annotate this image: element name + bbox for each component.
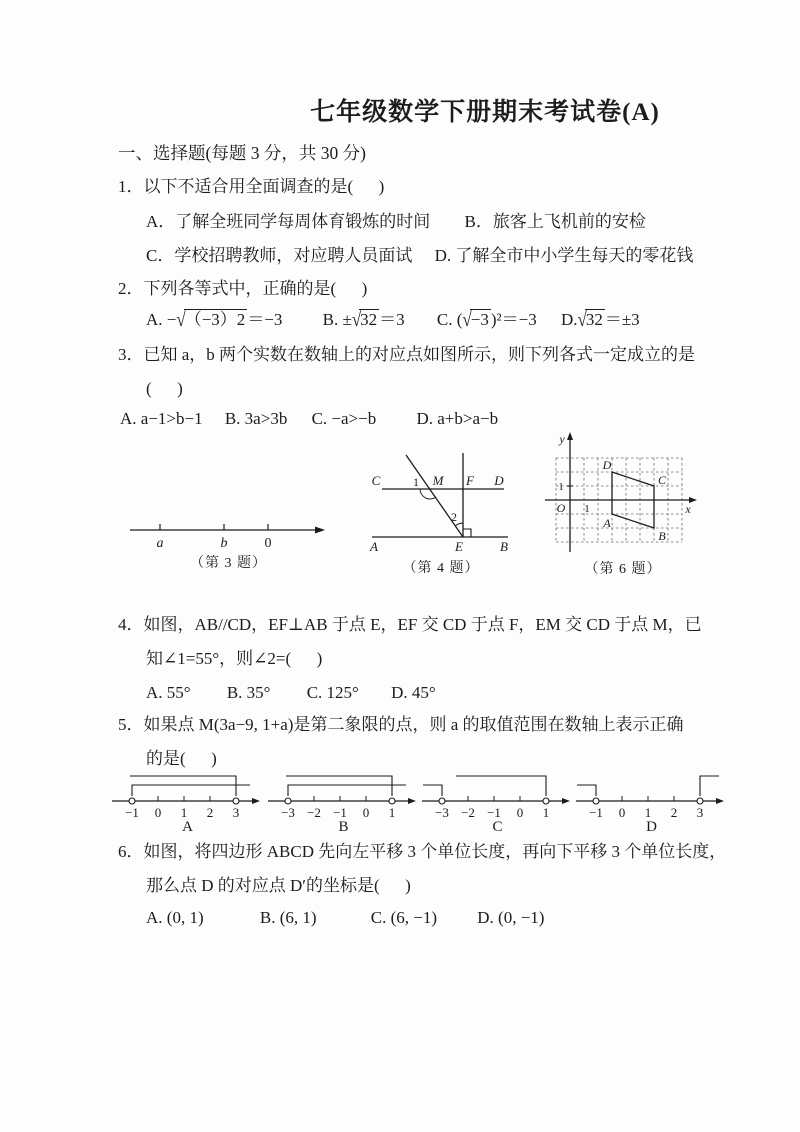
label-B: B	[658, 529, 666, 543]
q5-option-a-label: A	[182, 819, 193, 835]
q5-option-b-label: B	[338, 819, 349, 835]
open-circle-right	[233, 798, 239, 804]
q2-option-d-suffix: ＝±3	[604, 310, 640, 329]
q5-numberline-d	[574, 765, 729, 821]
label-C: C	[371, 473, 381, 488]
q6-option-c: C. (6, −1)	[370, 908, 438, 927]
tick-label: −3	[281, 805, 295, 820]
tick-label: 1	[644, 805, 652, 820]
q3-option-d: D. a+b>a−b	[416, 409, 499, 428]
label-b: b	[220, 536, 228, 550]
q2-option-b-suffix: ＝3	[379, 310, 405, 329]
q3-option-b: B. 3a>3b	[224, 409, 288, 428]
upper-bound-bracket	[130, 776, 236, 796]
tick-label: −1	[125, 805, 139, 820]
axis-arrowhead	[408, 798, 416, 804]
label-A: A	[370, 539, 378, 554]
axis-arrowhead	[252, 798, 260, 804]
q6-option-d: D. (0, −1)	[477, 908, 545, 927]
label-angle2: 2	[451, 510, 457, 524]
q6-figure-caption: （第 6 题）	[584, 562, 662, 577]
q4-geometry-figure	[366, 441, 516, 555]
tick-label: −2	[307, 805, 321, 820]
q3-stem: 3．已知 a，b 两个实数在数轴上的对应点如图所示，则下列各式一定成立的是	[118, 345, 696, 364]
left-ray-bracket	[423, 785, 442, 796]
q4-option-a: A. 55°	[146, 683, 191, 702]
label-C: C	[657, 473, 667, 487]
q6-figure	[543, 428, 703, 578]
tick-label: 0	[154, 805, 162, 820]
q1-option-d: D. 了解全市中小学生每天的零花钱	[434, 246, 694, 265]
label-zero: 0	[264, 536, 272, 550]
q2-option-a-prefix: A. −	[146, 310, 177, 329]
q6-stem-line1: 6．如图，将四边形 ABCD 先向左平移 3 个单位长度，再向下平移 3 个单位长度，	[118, 842, 727, 861]
tick-label: 3	[232, 805, 240, 820]
q5-numberline-a	[110, 765, 265, 821]
tick-label: 1	[388, 805, 396, 820]
q2-option-c-prefix: C. (	[436, 310, 463, 329]
q1-option-c: C．学校招聘教师，对应聘人员面试	[146, 246, 413, 265]
q3-figure	[126, 502, 331, 572]
tick-label: 0	[516, 805, 524, 820]
label-y-1: 1	[558, 481, 564, 493]
right-ray-bracket	[700, 776, 719, 796]
q5-option-c-figure	[420, 765, 575, 836]
q5-numberline-b	[266, 765, 421, 821]
y-axis-arrowhead	[567, 432, 573, 440]
q2-option-b-prefix: B. ±	[322, 310, 352, 329]
q3-number-line	[126, 502, 331, 550]
label-D: D	[494, 473, 504, 488]
q6-option-b: B. (6, 1)	[259, 908, 317, 927]
q4-stem-line2: 知∠1=55°，则∠2=( )	[146, 649, 323, 668]
label-angle1: 1	[413, 475, 419, 489]
tick-label: 3	[696, 805, 704, 820]
sqrt-sign: √	[351, 308, 362, 331]
q3-stem-blank: ( )	[146, 379, 183, 398]
q5-stem-line1: 5．如果点 M(3a−9, 1+a)是第二象限的点，则 a 的取值范围在数轴上表示正确	[118, 715, 684, 734]
tick-label: 2	[670, 805, 678, 820]
tick-label: −1	[589, 805, 603, 820]
open-circle-left	[439, 798, 445, 804]
tick-label: 0	[362, 805, 370, 820]
tick-label: 2	[206, 805, 214, 820]
q3-option-a: A. a−1>b−1	[120, 409, 203, 428]
q2-option-c-suffix: )²＝−3	[490, 310, 537, 329]
q5-option-a-figure	[110, 765, 265, 836]
label-x-1: 1	[584, 503, 590, 515]
q5-option-d-figure	[574, 765, 729, 836]
q2-option-c	[437, 309, 537, 330]
right-angle-mark	[463, 529, 471, 537]
lower-bound-bracket	[288, 785, 406, 796]
q2-stem: 2．下列各等式中，正确的是( )	[118, 279, 368, 298]
label-D: D	[602, 458, 612, 472]
label-x-axis: x	[685, 502, 691, 516]
label-M: M	[432, 473, 444, 488]
sqrt-sign: √	[577, 308, 587, 331]
q1-options-row2	[146, 245, 693, 266]
label-origin: O	[556, 501, 566, 515]
label-a: a	[156, 536, 164, 550]
q2-options-row	[146, 309, 640, 330]
q2-option-b-radicand: 32	[360, 310, 378, 329]
page-title: 七年级数学下册期末考试卷(A)	[310, 99, 660, 126]
q5-option-c-label: C	[492, 819, 503, 835]
open-circle-left	[593, 798, 599, 804]
q6-options-row	[146, 907, 544, 928]
section-header: 一、选择题(每题 3 分，共 30 分)	[118, 143, 366, 163]
axis-arrowhead	[562, 798, 570, 804]
tick-label: −1	[487, 805, 501, 820]
label-y-axis: y	[559, 432, 565, 446]
label-F: F	[466, 473, 474, 488]
q1-options-row1	[146, 211, 646, 232]
axis-arrowhead	[716, 798, 724, 804]
q3-figure-caption: （第 3 题）	[190, 556, 267, 571]
q2-option-d-radicand: 32	[585, 310, 603, 329]
q5-option-d-label: D	[646, 819, 657, 835]
upper-bound-bracket	[456, 776, 546, 796]
tick-label: 1	[542, 805, 550, 820]
q4-options-row	[146, 682, 436, 703]
lower-bound-bracket	[132, 785, 250, 796]
q6-grid-figure	[543, 428, 703, 556]
q3-options-row	[120, 408, 498, 429]
open-circle-right	[543, 798, 549, 804]
q4-figure-caption: （第 4 题）	[402, 561, 480, 576]
q1-stem: 1．以下不适合用全面调查的是( )	[118, 177, 385, 196]
q2-option-a-radicand: （−3）2	[184, 310, 246, 329]
q3-option-c: C. −a>−b	[311, 409, 377, 428]
q2-option-b	[323, 309, 405, 330]
sqrt-sign: √	[176, 308, 186, 331]
open-circle-right	[697, 798, 703, 804]
q4-figure	[366, 441, 516, 577]
open-circle-right	[389, 798, 395, 804]
q2-option-d-prefix: D.	[560, 310, 578, 329]
q4-stem-line1: 4．如图，AB//CD，EF⊥AB 于点 E，EF 交 CD 于点 F，EM 交 CD 于点 M，已	[118, 615, 702, 634]
q1-option-b: B．旅客上飞机前的安检	[464, 212, 646, 231]
tick-label: 0	[618, 805, 626, 820]
q5-stem-line2: 的是( )	[146, 749, 217, 768]
q2-option-a-suffix: ＝−3	[247, 310, 283, 329]
open-circle-left	[285, 798, 291, 804]
q1-option-a: A．了解全班同学每周体育锻炼的时间	[146, 212, 431, 231]
q6-stem-line2: 那么点 D 的对应点 D′的坐标是( )	[146, 876, 411, 895]
tick-label: −2	[461, 805, 475, 820]
label-E: E	[455, 539, 463, 554]
axis-arrowhead	[315, 527, 325, 534]
open-circle-left	[129, 798, 135, 804]
q2-option-c-radicand: −3	[470, 310, 489, 329]
q4-option-d: D. 45°	[391, 683, 436, 702]
label-A: A	[603, 516, 611, 530]
q2-option-a	[146, 309, 282, 330]
upper-bound-bracket	[286, 776, 392, 796]
q2-option-d	[561, 309, 640, 330]
q4-option-b: B. 35°	[226, 683, 271, 702]
tick-label: 1	[180, 805, 188, 820]
left-ray-bracket	[577, 785, 596, 796]
sqrt-sign: √	[462, 308, 472, 331]
q5-option-b-figure	[266, 765, 421, 836]
q6-option-a: A. (0, 1)	[146, 908, 204, 927]
tick-label: −1	[333, 805, 347, 820]
tick-label: −3	[435, 805, 449, 820]
q4-option-c: C. 125°	[306, 683, 359, 702]
q5-numberline-c	[420, 765, 575, 821]
line-EM	[406, 455, 463, 537]
label-B: B	[500, 539, 508, 554]
